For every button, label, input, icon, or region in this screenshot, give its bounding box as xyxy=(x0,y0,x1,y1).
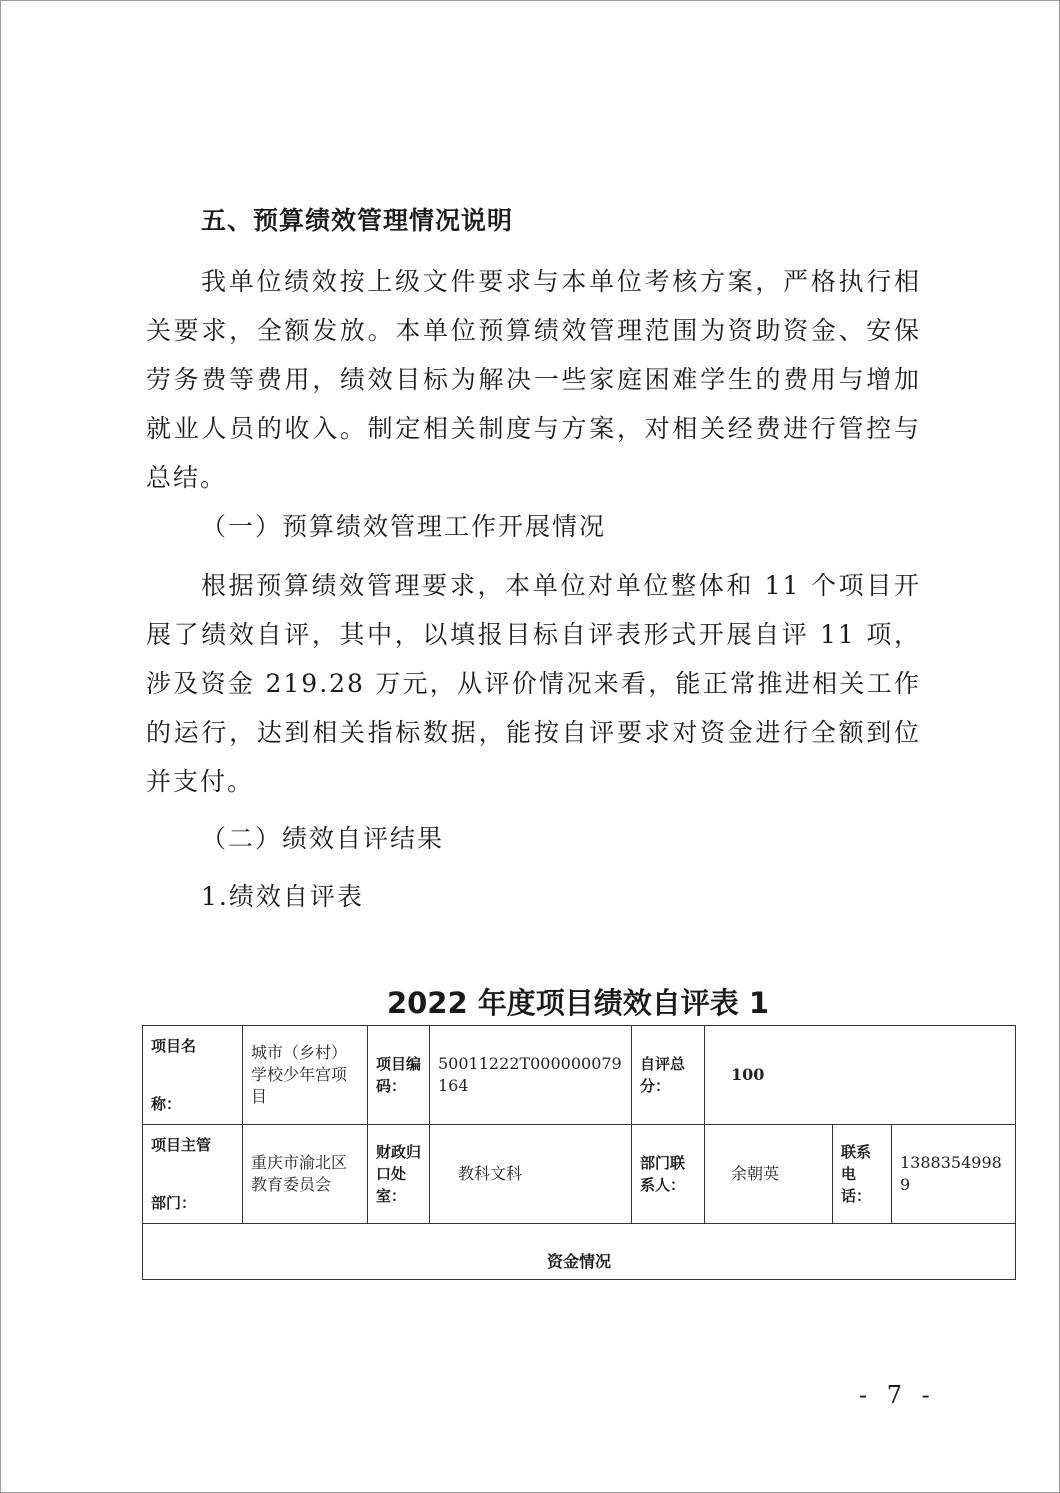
dept-value: 重庆市渝北区教育委员会 xyxy=(243,1125,368,1224)
subheading-evaluation-table: 1.绩效自评表 xyxy=(201,882,364,911)
dept-label-cell xyxy=(143,1125,243,1224)
project-name-value: 城市（乡村）学校少年宫项目 xyxy=(243,1026,368,1125)
phone-value: 13883549989 xyxy=(892,1125,1016,1224)
project-name-label-cell xyxy=(143,1026,243,1125)
funds-header: 资金情况 xyxy=(143,1224,1016,1280)
table-row xyxy=(143,1026,1016,1125)
project-code-label: 项目编码： xyxy=(368,1026,430,1125)
finance-office-label: 财政归口处室： xyxy=(368,1125,430,1224)
project-code-value: 50011222T000000079164 xyxy=(430,1026,632,1125)
page-number: - 7 - xyxy=(859,1381,936,1409)
table-row xyxy=(143,1125,1016,1224)
dept-label-suffix: 部门： xyxy=(151,1194,197,1212)
paragraph-self-evaluation: 根据预算绩效管理要求，本单位对单位整体和 11 个项目开展了绩效自评，其中，以填报目标自评表形式开展自评 11 项，涉及资金 219.28 万元，从评价情况来看，能正常推进相关工作的运行，达到相关指标数据，能按自评要求对资金进行全额到位并支付。 xyxy=(146,571,921,796)
score-label: 自评总分： xyxy=(632,1026,705,1125)
dept-label: 项目主管 xyxy=(151,1136,212,1154)
finance-office-value: 教科文科 xyxy=(430,1125,632,1224)
phone-label: 联系电话： xyxy=(833,1125,892,1224)
table-title: 2022 年度项目绩效自评表 1 xyxy=(386,986,770,1020)
project-name-label-suffix: 称： xyxy=(151,1095,182,1113)
section-heading: 五、预算绩效管理情况说明 xyxy=(201,206,514,235)
contact-value: 余朝英 xyxy=(705,1125,833,1224)
evaluation-table xyxy=(142,1025,1016,1280)
subheading-work-status: （一）预算绩效管理工作开展情况 xyxy=(201,512,607,541)
subheading-results: （二）绩效自评结果 xyxy=(201,824,445,853)
score-value: 100 xyxy=(705,1026,1016,1125)
table-row xyxy=(143,1224,1016,1280)
contact-label: 部门联系人： xyxy=(632,1125,705,1224)
project-name-label: 项目名 xyxy=(151,1037,197,1055)
paragraph-performance-scope: 我单位绩效按上级文件要求与本单位考核方案，严格执行相关要求，全额发放。本单位预算绩效管理范围为资助资金、安保劳务费等费用，绩效目标为解决一些家庭困难学生的费用与增加就业人员的收入。制定相关制度与方案，对相关经费进行管控与总结。 xyxy=(146,267,921,492)
